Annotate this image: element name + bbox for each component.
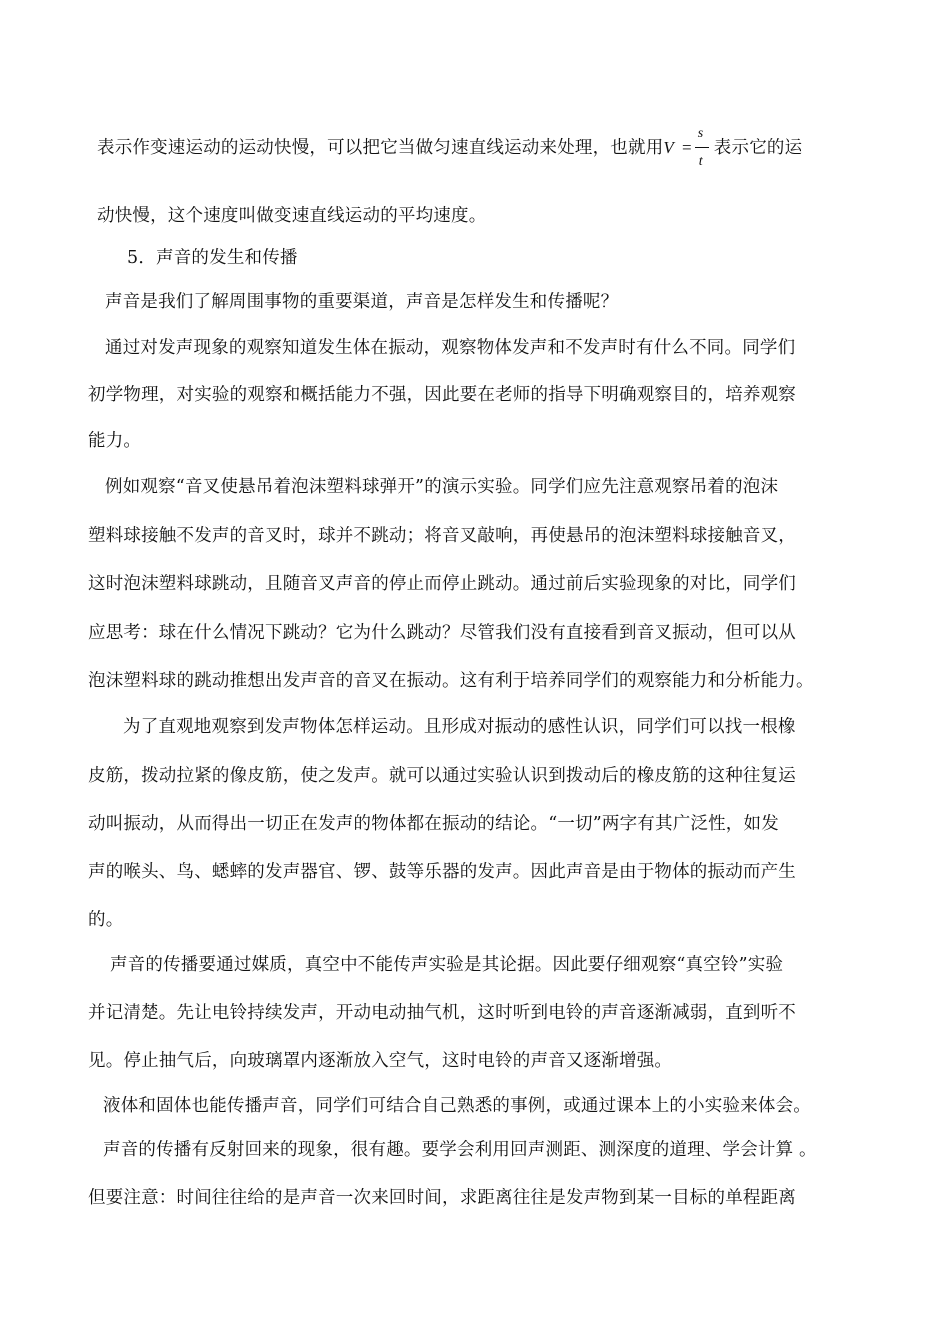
text-line: 动快慢，这个速度叫做变速直线运动的平均速度。 (97, 206, 487, 226)
text-line: 初学物理，对实验的观察和概括能力不强，因此要在老师的指导下明确观察目的，培养观察 (88, 385, 796, 405)
velocity-symbol: V (663, 138, 674, 157)
text-line: 塑料球接触不发声的音叉时，球并不跳动；将音叉敲响，再使悬吊的泡沫塑料球接触音叉， (88, 526, 796, 546)
text-line: 泡沫塑料球的跳动推想出发声音的音叉在振动。这有利于培养同学们的观察能力和分析能力。 (88, 671, 814, 691)
fraction-denominator: t (698, 154, 703, 169)
text-line: 动叫振动，从而得出一切正在发声的物体都在振动的结论。“一切”两字有其广泛性，如发 (88, 814, 779, 834)
formula-line-before: 表示作变速运动的运动快慢，可以把它当做匀速直线运动来处理，也就用 (97, 138, 664, 158)
text-line: 皮筋，拨动拉紧的像皮筋，使之发声。就可以通过实验认识到拨动后的橡皮筋的这种往复运 (88, 766, 796, 786)
text-line: 的。 (88, 910, 124, 930)
text-line: 见。停止抽气后，向玻璃罩内逐渐放入空气，这时电铃的声音又逐渐增强。 (88, 1051, 673, 1071)
formula-text-line (97, 126, 803, 169)
text-line: 液体和固体也能传播声音，同学们可结合自己熟悉的事例，或通过课本上的小实验来体会。 (103, 1096, 811, 1116)
fraction-bar (695, 147, 709, 148)
formula-line-after: 表示它的运 (713, 138, 803, 158)
text-line: 为了直观地观察到发声物体怎样运动。且形成对振动的感性认识，同学们可以找一根橡 (123, 717, 796, 737)
equals-sign: = (682, 138, 692, 157)
text-line: 声音是我们了解周围事物的重要渠道，声音是怎样发生和传播呢？ (105, 292, 619, 312)
text-line: 这时泡沫塑料球跳动，且随音叉声音的停止而停止跳动。通过前后实验现象的对比，同学们 (88, 574, 796, 594)
fraction-numerator: s (697, 126, 704, 141)
text-line: 但要注意：时间往往给的是声音一次来回时间，求距离往往是发声物到某一目标的单程距离 (88, 1188, 796, 1208)
text-line: 应思考：球在什么情况下跳动？它为什么跳动？尽管我们没有直接看到音叉振动，但可以从 (88, 623, 796, 643)
text-line: 例如观察“音叉使悬吊着泡沫塑料球弹开”的演示实验。同学们应先注意观察吊着的泡沫 (105, 477, 779, 497)
text-line: 声音的传播有反射回来的现象，很有趣。要学会利用回声测距、测深度的道理、学会计算 。 (103, 1140, 817, 1160)
text-line: 能力。 (88, 431, 142, 451)
fraction-s-over-t (692, 126, 714, 169)
section-heading: 5．声音的发生和传播 (127, 248, 298, 268)
text-line: 并记清楚。先让电铃持续发声，开动电动抽气机，这时听到电铃的声音逐渐减弱，直到听不 (88, 1003, 796, 1023)
text-line: 声音的传播要通过媒质，真空中不能传声实验是其论据。因此要仔细观察“真空铃”实验 (110, 955, 784, 975)
text-line: 声的喉头、鸟、蟋蟀的发声器官、锣、鼓等乐器的发声。因此声音是由于物体的振动而产生 (88, 862, 796, 882)
text-line: 通过对发声现象的观察知道发生体在振动，观察物体发声和不发声时有什么不同。同学们 (105, 338, 796, 358)
